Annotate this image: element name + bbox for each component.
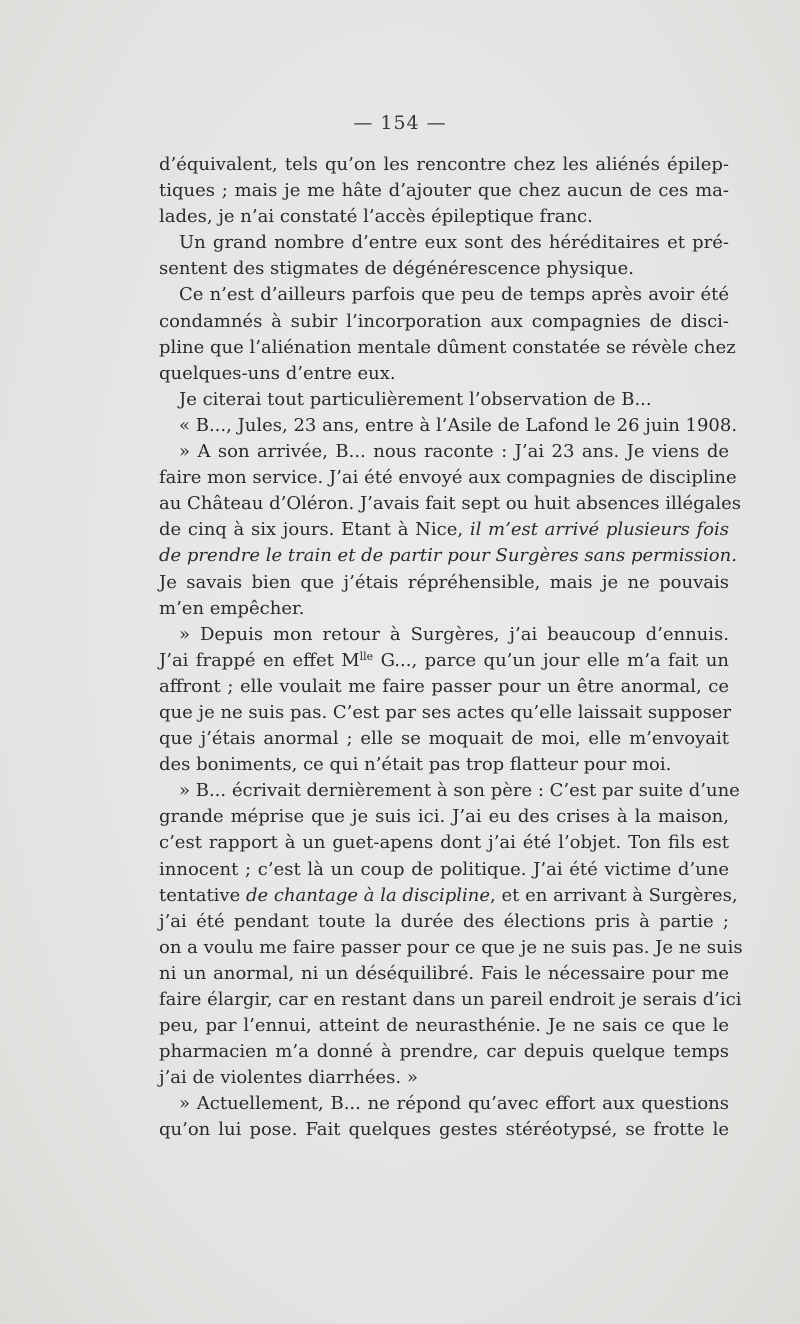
text-line: de cinq à six jours. Etant à Nice, il m’est arrivé plusieurs fois bbox=[159, 519, 730, 541]
text-line: j’ai été pendant toute la durée des élections pris à partie ; bbox=[159, 910, 729, 932]
text-line: Je citerai tout particulièrement l’observation de B... bbox=[179, 388, 652, 410]
text-line: on a voulu me faire passer pour ce que je ne suis pas. Je ne suis bbox=[159, 936, 743, 958]
text-line: des boniments, ce qui n’était pas trop flatteur pour moi. bbox=[159, 754, 672, 776]
text-line: lades, je n’ai constaté l’accès épileptique franc. bbox=[159, 206, 593, 228]
text-line: m’en empêcher. bbox=[159, 597, 305, 619]
text-line: affront ; elle voulait me faire passer pour un être anormal, ce bbox=[159, 675, 729, 697]
text-line: » Actuellement, B... ne répond qu’avec effort aux questions bbox=[179, 1093, 729, 1115]
text-line: J’ai frappé en effet $M^{lle}$ G..., parce qu’un jour elle m’a fait un bbox=[159, 649, 729, 671]
text-line: Je savais bien que j’étais répréhensible, mais je ne pouvais bbox=[159, 571, 729, 593]
text-line: tiques ; mais je me hâte d’ajouter que chez aucun de ces ma- bbox=[159, 180, 729, 202]
text-line: faire mon service. J’ai été envoyé aux compagnies de discipline bbox=[159, 467, 737, 489]
text-line: Un grand nombre d’entre eux sont des héréditaires et pré- bbox=[179, 232, 729, 254]
text-line: innocent ; c’est là un coup de politique. J’ai été victime d’une bbox=[159, 858, 729, 880]
text-line: sentent des stigmates de dégénérescence physique. bbox=[159, 258, 634, 280]
text-line: qu’on lui pose. Fait quelques gestes stéréotypsé, se frotte le bbox=[159, 1119, 729, 1141]
page-number: — 154 — bbox=[353, 112, 447, 134]
text-line: c’est rapport à un guet-apens dont j’ai été l’objet. Ton fils est bbox=[159, 832, 729, 854]
text-line: Ce n’est d’ailleurs parfois que peu de temps après avoir été bbox=[179, 284, 729, 306]
text-line: j’ai de violentes diarrhées. » bbox=[159, 1067, 418, 1089]
text-line: tentative de chantage à la discipline, et en arrivant à Surgères, bbox=[159, 884, 738, 906]
body-text bbox=[159, 152, 743, 1144]
text-line: » B... écrivait dernièrement à son père : C’est par suite d’une bbox=[179, 780, 740, 802]
text-line: grande méprise que je suis ici. J’ai eu des crises à la maison, bbox=[159, 806, 729, 828]
text-line: de prendre le train et de partir pour Surgères sans permission. bbox=[159, 545, 737, 567]
text-line: condamnés à subir l’incorporation aux compagnies de disci- bbox=[159, 310, 729, 332]
text-line: » Depuis mon retour à Surgères, j’ai beaucoup d’ennuis. bbox=[179, 623, 729, 645]
text-line: ni un anormal, ni un déséquilibré. Fais le nécessaire pour me bbox=[159, 962, 729, 984]
text-line: pline que l’aliénation mentale dûment constatée se révèle chez bbox=[159, 336, 736, 358]
text-line: » A son arrivée, B... nous raconte : J’ai 23 ans. Je viens de bbox=[179, 441, 729, 463]
text-line: pharmacien m’a donné à prendre, car depuis quelque temps bbox=[159, 1041, 729, 1063]
text-line: d’équivalent, tels qu’on les rencontre chez les aliénés épilep- bbox=[159, 154, 729, 175]
text-line: « B..., Jules, 23 ans, entre à l’Asile de Lafond le 26 juin 1908. bbox=[179, 414, 738, 436]
text-line: faire élargir, car en restant dans un pareil endroit je serais d’ici bbox=[159, 989, 742, 1010]
text-line: peu, par l’ennui, atteint de neurasthénie. Je ne sais ce que le bbox=[159, 1015, 729, 1037]
text-line: quelques-uns d’entre eux. bbox=[159, 362, 396, 384]
text-line: que j’étais anormal ; elle se moquait de moi, elle m’envoyait bbox=[159, 728, 729, 750]
text-line: au Château d’Oléron. J’avais fait sept ou huit absences illégales bbox=[159, 493, 742, 515]
text-line: que je ne suis pas. C’est par ses actes qu’elle laissait supposer bbox=[159, 701, 732, 723]
